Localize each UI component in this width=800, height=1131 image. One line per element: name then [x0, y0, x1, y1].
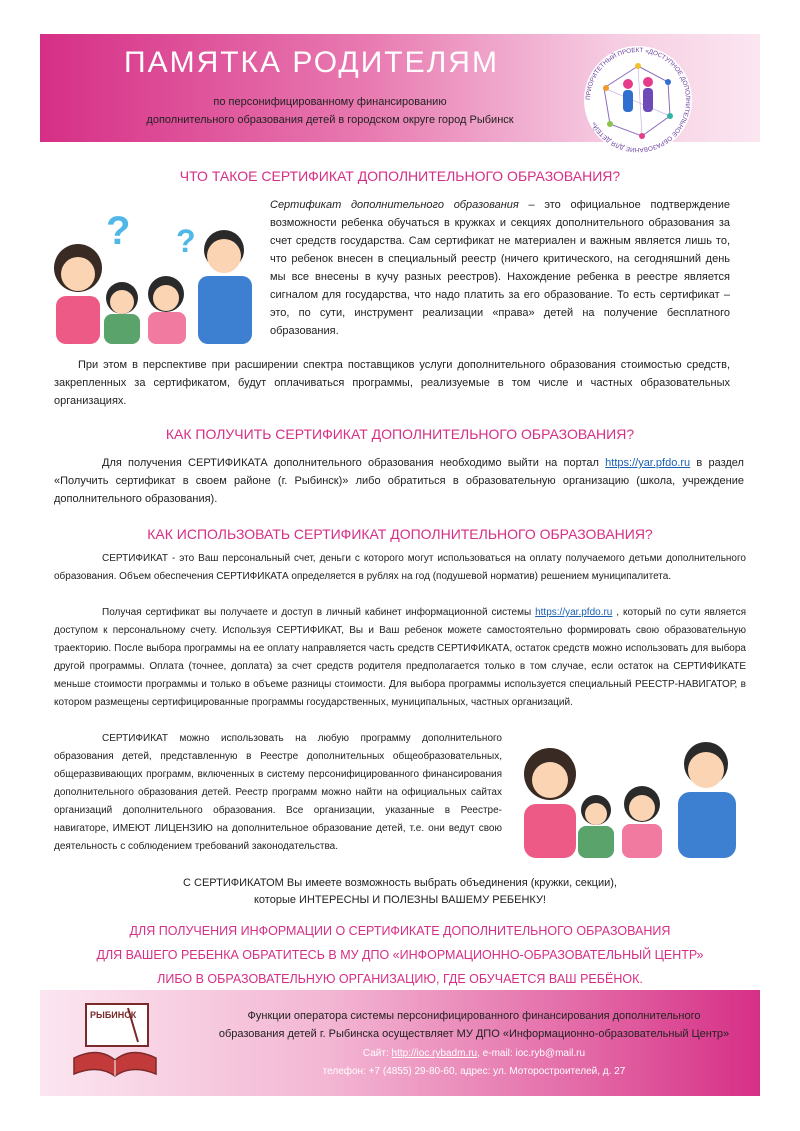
section2-text — [54, 454, 744, 508]
footer-site-line — [194, 1048, 754, 1059]
section3-para2 — [54, 604, 746, 712]
logo-text: ПРИОРИТЕТНЫЙ ПРОЕКТ «ДОСТУПНОЕ ДОПОЛНИТЕЛЬНОЕ ОБРАЗОВАНИЕ ДЛЯ ДЕТЕЙ» — [584, 46, 692, 154]
page-title: ПАМЯТКА РОДИТЕЛЯМ — [124, 46, 499, 79]
info-line-2: ДЛЯ ВАШЕГО РЕБЕНКА ОБРАТИТЕСЬ В МУ ДПО «ИНФОРМАЦИОННО-ОБРАЗОВАТЕЛЬНЫЙ ЦЕНТР» — [96, 948, 704, 962]
email-label: , e-mail: — [477, 1048, 516, 1059]
footer-banner — [40, 990, 760, 1096]
site-label: Сайт: — [362, 1048, 392, 1059]
section-heading-how-get: КАК ПОЛУЧИТЬ СЕРТИФИКАТ ДОПОЛНИТЕЛЬНОГО ОБРАЗОВАНИЯ? — [165, 426, 635, 442]
section1-definition: – это официальное подтверждение возможности ребенка обучаться в кружках и секциях дополнительного образования за счет средств государства. Сам сертификат не материален и важным является лишь то, что ребенок внесен в специальный реестр (ничего критического, на сегодняшний день мы все внесены в кучу разных реестров). Нахождение ребенка в реестре является сигналом для государства, что надо платить за его образование. То есть сертификат – это, по сути, инструмент реализации «права» детей на получение бесплатного образования. — [270, 199, 730, 337]
section2-text-before: Для получения СЕРТИФИКАТА дополнительного образования необходимо выйти на портал — [102, 457, 606, 469]
family-question-illustration — [48, 210, 262, 344]
rybinsk-book-icon — [68, 998, 162, 1082]
footer-line-1: Функции оператора системы персонифицированного финансирования дополнительного — [247, 1010, 701, 1022]
portal-link[interactable]: https://yar.pfdo.ru — [605, 457, 691, 469]
subtitle-line-1: по персонифицированному финансированию — [213, 96, 447, 108]
footer-line-2: образования детей г. Рыбинска осуществляет МУ ДПО «Информационно-образовательный Центр» — [218, 1028, 730, 1040]
svg-text:?: ? — [176, 223, 196, 259]
section1-text-full: При этом в перспективе при расширении спектра поставщиков услуги дополнительного образования стоимостью средств, закрепленных за сертификатом, будут оплачиваться программы, реализуемые в том числе и частных образовательных организациях. — [54, 359, 730, 407]
svg-text:?: ? — [106, 210, 131, 253]
section3-para1: СЕРТИФИКАТ - это Ваш персональный счет, деньги с которого могут использоваться на оплату получаемого детьми дополнительного образования. Объем обеспечения СЕРТИФИКАТА определяется в рублях на год (подушевой норматив) решением муниципалитета. — [54, 553, 746, 582]
section1-term: Сертификат дополнительного образования — [270, 199, 519, 211]
email-link[interactable]: ioc.ryb@mail.ru — [515, 1048, 586, 1059]
pfdo-link[interactable]: https://yar.pfdo.ru — [535, 607, 613, 618]
closing-line-1: С СЕРТИФИКАТОМ Вы имеете возможность выбрать объединения (кружки, секции), — [183, 877, 617, 889]
site-link[interactable]: http://ioc.rybadm.ru — [391, 1048, 478, 1059]
subtitle-line-2: дополнительного образования детей в городском округе город Рыбинск — [146, 114, 514, 126]
section3-para2-after: , который по сути является доступом к персональному счету. Используя СЕРТИФИКАТ, Вы и Ваш ребенок можете самостоятельно формировать свою образовательную траекторию. После выбора программы на ее оплату направляется часть средств СЕРТИФИКАТА, остаток средств можно использовать для выбора другой программы. Оплата (точнее, доплата) за счет средств родителя предполагается только в том случае, если остаток на СЕРТИФИКАТЕ меньше стоимости программы и только в объеме разницы стоимости. Для выбора программы используется специальный РЕЕСТР-НАВИГАТОР, в котором размещены сертифицированные программы государственных, муниципальных, частных организаций. — [54, 607, 746, 708]
section1-text-right — [270, 196, 730, 340]
footer-contacts: телефон: +7 (4855) 29-80-60, адрес: ул. Моторостроителей, д. 27 — [322, 1066, 626, 1077]
section2-text-after: в раздел «Получить сертификат в своем районе (г. Рыбинск)» либо обратиться в образовательную организацию (школа, учреждение дополнительного образования). — [54, 457, 744, 505]
section-heading-how-use: КАК ИСПОЛЬЗОВАТЬ СЕРТИФИКАТ ДОПОЛНИТЕЛЬНОГО ОБРАЗОВАНИЯ? — [147, 526, 653, 542]
info-line-1: ДЛЯ ПОЛУЧЕНИЯ ИНФОРМАЦИИ О СЕРТИФИКАТЕ ДОПОЛНИТЕЛЬНОГО ОБРАЗОВАНИЯ — [129, 924, 671, 938]
section-heading-what: ЧТО ТАКОЕ СЕРТИФИКАТ ДОПОЛНИТЕЛЬНОГО ОБРАЗОВАНИЯ? — [179, 168, 621, 184]
project-logo — [582, 44, 694, 156]
section3-para3: СЕРТИФИКАТ можно использовать на любую программу дополнительного образования детей, представленную в Реестре дополнительных общеобразовательных, общеразвивающих программ, включенных в систему персонифицированного финансирования дополнительного образования детей. Реестр программ можно найти на официальных сайтах организаций дополнительного образования. Все организации, указанные в Реестре-навигаторе, ИМЕЮТ ЛИЦЕНЗИЮ на дополнительное образование детей, т.е. они ведут свою деятельность с соблюдением требований законодательства. — [54, 733, 502, 852]
section3-para2-before: Получая сертификат вы получаете и доступ в личный кабинет информационной системы — [102, 607, 536, 618]
family-happy-illustration — [516, 738, 742, 858]
closing-line-2: которые ИНТЕРЕСНЫ И ПОЛЕЗНЫ ВАШЕМУ РЕБЕНКУ! — [254, 894, 546, 906]
rybinsk-badge: РЫБИНСК — [90, 1010, 137, 1020]
info-line-3: ЛИБО В ОБРАЗОВАТЕЛЬНУЮ ОРГАНИЗАЦИЮ, ГДЕ ОБУЧАЕТСЯ ВАШ РЕБЁНОК. — [157, 972, 643, 986]
